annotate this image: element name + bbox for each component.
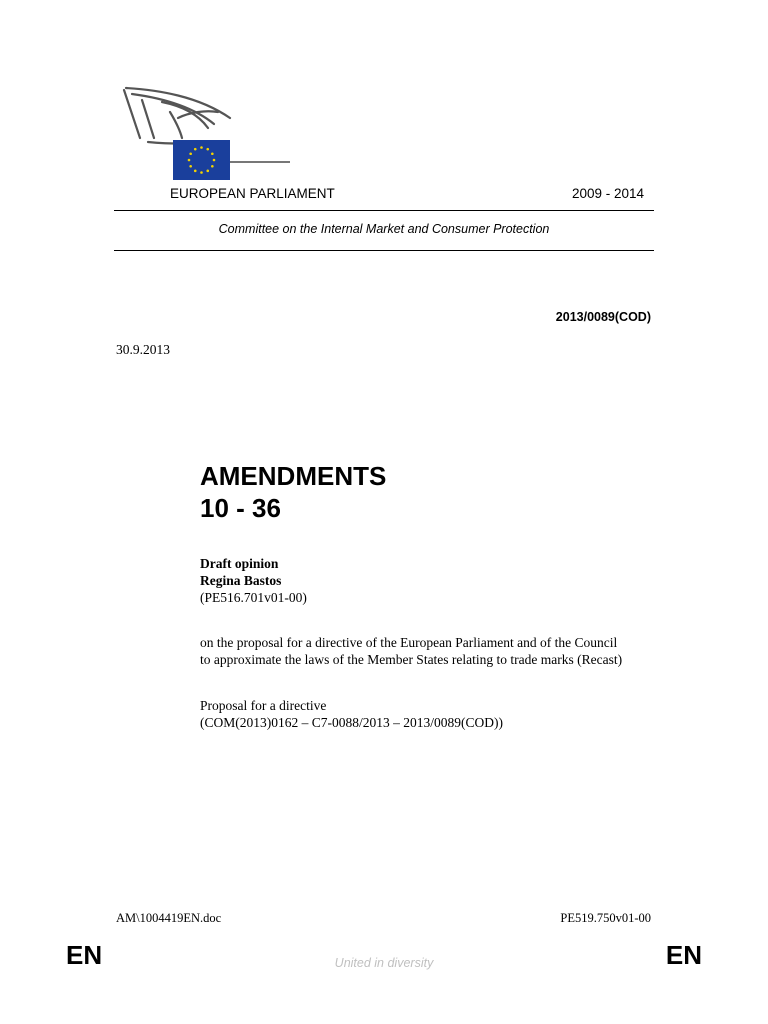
flag-star <box>194 148 197 151</box>
parliamentary-term: 2009 - 2014 <box>571 186 644 201</box>
document-file-reference: AM\1004419EN.doc <box>116 911 222 925</box>
flag-star <box>188 159 191 162</box>
header-rule-bottom <box>114 250 654 251</box>
flag-star <box>213 159 216 162</box>
hemicycle-icon <box>124 88 230 144</box>
proposal-line-1: on the proposal for a directive of the European Parliament and of the Council <box>200 635 618 650</box>
header-rule-top <box>114 210 654 211</box>
pe-reference: PE519.750v01-00 <box>560 911 651 925</box>
committee-name: Committee on the Internal Market and Consumer Protection <box>218 222 550 236</box>
flag-star <box>200 171 203 174</box>
document-date: 30.9.2013 <box>116 342 170 357</box>
flag-star <box>206 148 209 151</box>
draft-opinion-reference: (PE516.701v01-00) <box>200 590 307 605</box>
flag-star <box>189 152 192 155</box>
proposal-description <box>200 634 622 668</box>
document-title <box>200 460 386 524</box>
procedure-number: 2013/0089(COD) <box>555 310 651 324</box>
title-line-2: 10 - 36 <box>200 493 281 523</box>
flag-star <box>211 165 214 168</box>
institution-name: EUROPEAN PARLIAMENT <box>170 186 335 201</box>
flag-star <box>200 146 203 149</box>
flag-star <box>211 152 214 155</box>
flag-star <box>206 170 209 173</box>
eu-flag-icon <box>173 140 230 180</box>
proposal-ref-line-1: Proposal for a directive <box>200 698 327 713</box>
proposal-reference <box>200 697 503 731</box>
eu-motto: United in diversity <box>334 956 434 970</box>
proposal-line-2: to approximate the laws of the Member States relating to trade marks (Recast) <box>200 652 623 667</box>
language-code-right: EN <box>665 940 702 970</box>
rapporteur-name: Regina Bastos <box>200 573 282 588</box>
draft-opinion-label: Draft opinion <box>200 556 279 571</box>
title-line-1: AMENDMENTS <box>200 461 387 491</box>
proposal-ref-line-2: (COM(2013)0162 – C7-0088/2013 – 2013/0089(COD)) <box>200 715 503 730</box>
flag-star <box>189 165 192 168</box>
flag-star <box>194 170 197 173</box>
draft-opinion-block <box>200 555 307 606</box>
language-code-left: EN <box>66 940 103 970</box>
european-parliament-logo <box>118 82 294 182</box>
